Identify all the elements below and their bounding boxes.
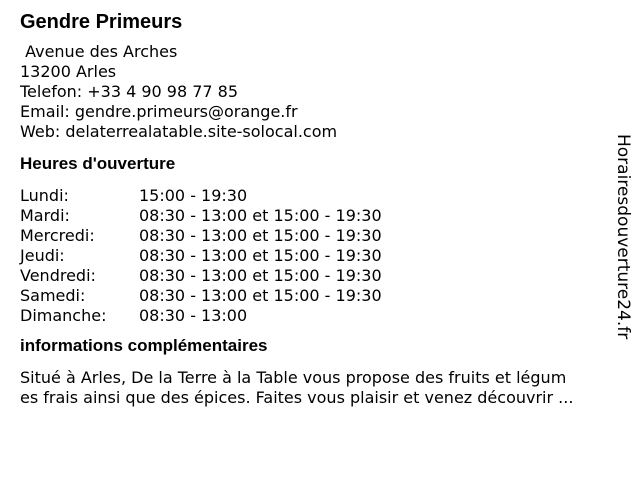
additional-info-line-2: es frais ainsi que des épices. Faites vous plaisir et venez découvrir ... (20, 388, 574, 407)
hours-time-tuesday: 08:30 - 13:00 et 15:00 - 19:30 (139, 206, 382, 225)
hours-time-saturday: 08:30 - 13:00 et 15:00 - 19:30 (139, 286, 382, 305)
opening-hours-heading: Heures d'ouverture (20, 154, 176, 173)
hours-time-wednesday: 08:30 - 13:00 et 15:00 - 19:30 (139, 226, 382, 245)
email-address[interactable]: Email: gendre.primeurs@orange.fr (20, 102, 298, 121)
hours-day-friday: Vendredi: (20, 266, 96, 285)
hours-time-friday: 08:30 - 13:00 et 15:00 - 19:30 (139, 266, 382, 285)
hours-day-thursday: Jeudi: (20, 246, 65, 265)
address-street: Avenue des Arches (20, 42, 178, 61)
site-watermark: Horairesdouverture24.fr (613, 134, 633, 340)
opening-hours-table (20, 186, 610, 326)
hours-time-thursday: 08:30 - 13:00 et 15:00 - 19:30 (139, 246, 382, 265)
hours-day-monday: Lundi: (20, 186, 69, 205)
hours-time-sunday: 08:30 - 13:00 (139, 306, 248, 325)
hours-day-tuesday: Mardi: (20, 206, 70, 225)
additional-info-heading: informations complémentaires (20, 336, 268, 355)
hours-day-sunday: Dimanche: (20, 306, 107, 325)
business-card (20, 10, 610, 408)
business-name: Gendre Primeurs (20, 11, 183, 33)
website-link[interactable]: Web: delaterrealatable.site-solocal.com (20, 122, 338, 141)
address-city: 13200 Arles (20, 62, 117, 81)
additional-info-line-1: Situé à Arles, De la Terre à la Table vous propose des fruits et légum (20, 368, 567, 387)
hours-day-wednesday: Mercredi: (20, 226, 95, 245)
phone-number[interactable]: Telefon: +33 4 90 98 77 85 (20, 82, 239, 101)
hours-day-saturday: Samedi: (20, 286, 86, 305)
additional-info-text (20, 368, 620, 408)
hours-time-monday: 15:00 - 19:30 (139, 186, 248, 205)
